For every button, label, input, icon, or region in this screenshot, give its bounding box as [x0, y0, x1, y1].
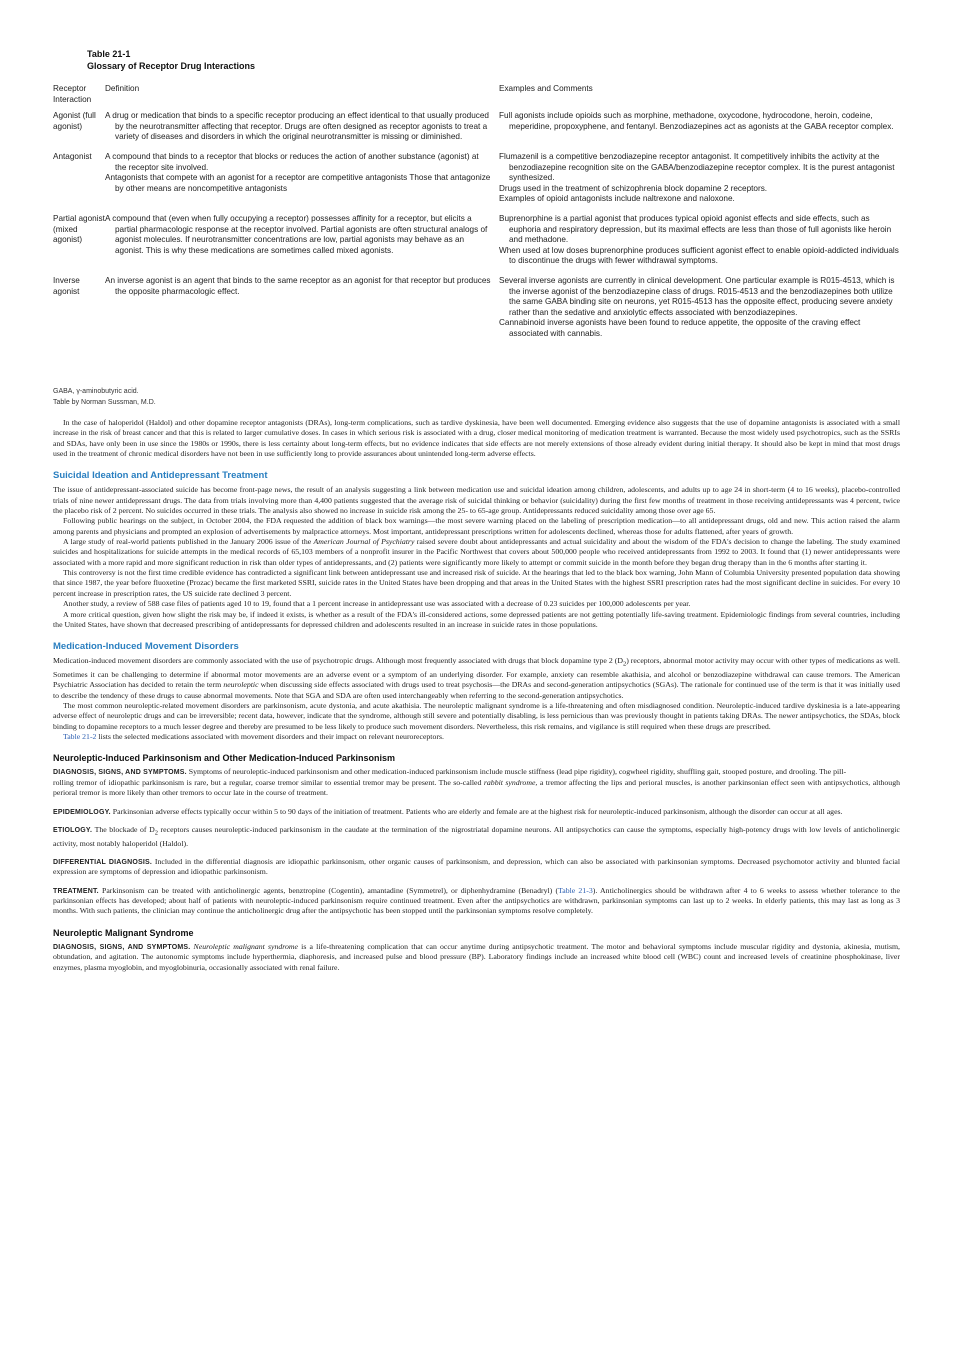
run-in-heading: DIAGNOSIS, SIGNS, AND SYMPTOMS.: [53, 769, 187, 777]
header-examples: Examples and Comments: [499, 84, 593, 93]
row-definition: Antagonists that compete with an agonist for a receptor are competitive antagonists Those that antagonize by other means are noncompetitive antagonists: [105, 173, 491, 193]
table-title: Glossary of Receptor Drug Interactions: [87, 61, 256, 71]
row-term: Agonist (full agonist): [53, 111, 96, 131]
table-footnote-abbrev: GABA, γ-aminobutyric acid.: [53, 388, 139, 395]
section-heading-suicidal: Suicidal Ideation and Antidepressant Treatment: [53, 470, 268, 482]
paragraph: This controversy is not the first time credible evidence has contradicted a significant link between antidepressant use and increased risk of suicide. At the hearings that led to the black box warning, John Mann of Columbia University presented population data showing that since 1987, the year before fluoxetine (Prozac) became the first marketed SSRI, suicide rates in the United States have been dropping and that areas in the United States with the highest SSRI prescription rates had the most significant decline in suicides. For every 10 percent increase in prescription rates, the US suicide rate declined 3 percent.: [53, 568, 900, 598]
table-row: [53, 152, 900, 214]
paragraph: DIAGNOSIS, SIGNS, AND SYMPTOMS. Symptoms of neuroleptic-induced parkinsonism and other medication-induced parkinsonism include muscle stiffness (lead pipe rigidity), cogwheel rigidity, shuffling gait, stooped posture, and drooling. The pill- rolling tremor of idiopathic parkinsonism is rare, but a regular, coarse tremor similar to essential tremor may be present. The so-called rabbit syndrome, a tremor affecting the lips and perioral muscles, is another parkinsonian effect seen with antipsychotics, although perioral tremor is more likely than other tremors to occur late in the course of treatment.: [53, 767, 900, 798]
intro-paragraph: In the case of haloperidol (Haldol) and other dopamine receptor antagonists (DRAs), long-term complications, such as tardive dyskinesia, have been well documented. Emerging evidence also suggests that the use of dopamine antagonists is associated with a small increase in the risk of breast cancer and that this is related to larger cumulative doses. In cases in which serious risk is associated with a drug, closer medical monitoring of medication treatment is warranted. Because the most widely used psychotropics, such as the SSRIs and SDAs, have only been in use since the 1980s or 1990s, there is less certainty about long-term effects, but no evidence indicates that side effects are not merely extensions of those already evident during initial therapy. It should also be kept in mind that most drugs used in the treatment of chronic medical disorders have not been in use sufficiently long to provide assurances about unintended long-term adverse effects.: [53, 418, 900, 459]
body-text: [53, 418, 900, 973]
table-row: [53, 214, 900, 276]
paragraph: Table 21-2 lists the selected medications associated with movement disorders and their impact on relevant neuroreceptors.: [63, 732, 444, 742]
row-definition: An inverse agonist is an agent that binds to the same receptor as an agonist for that receptor but produces the opposite pharmacologic effect.: [105, 275, 491, 296]
section-heading-nms: Neuroleptic Malignant Syndrome: [53, 927, 194, 938]
row-term: Partial agonist (mixed agonist): [53, 213, 105, 245]
row-example: Examples of opioid antagonists include naltrexone and naloxone.: [499, 194, 735, 204]
paragraph: Medication-induced movement disorders are commonly associated with the use of psychotropic drugs. Although most frequently associated with drugs that block dopamine type 2 $(D_2)$ receptors, abnormal motor activity may occur with other types of medications as well. Sometimes it can be challenging to determine if abnormal motor movements are an adverse event or a symptom of an underlying disorder. For example, anxiety can resemble akathisia, and alcohol or benzodiazepine withdrawal can cause tremors. The American Psychiatric Association has decided to retain the term neuroleptic when discussing side effects associated with drugs used to treat psychosis—the DRAs and second-generation antipsychotics (SGAs). The rationale for continued use of the term is that it was initially used to describe the tendency of these drugs to cause abnormal movements. Note that SGA and SDA are often used interchangeably when referring to the second-generation antipsychotics.: [53, 656, 900, 700]
run-in-heading: DIAGNOSIS, SIGNS, AND SYMPTOMS.: [53, 943, 191, 951]
row-definition: A compound that binds to a receptor that blocks or reduces the action of another substance (agonist) at the receptor site involved.: [105, 151, 479, 172]
row-example: When used at low doses buprenorphine produces sufficient agonist effect to enable opioid-addicted individuals to discontinue the drugs with fewer withdrawal symptoms.: [499, 245, 899, 266]
paragraph: ETIOLOGY. The blockade of $D_2$ receptors causes neuroleptic-induced parkinsonism in the caudate at the termination of the nigrostriatal dopamine neurons. All antipsychotics can cause the symptoms, especially high-potency drugs with low levels of anticholinergic activity, most notably haloperidol (Haldol).: [53, 824, 900, 848]
table-21-3-link[interactable]: Table 21-3: [558, 885, 593, 895]
glossary-table: [53, 84, 900, 348]
table-number: Table 21-1: [87, 49, 131, 59]
table-row: [53, 276, 900, 349]
paragraph: The issue of antidepressant-associated suicide has become front-page news, the result of an analysis suggesting a link between medication use and suicidal ideation among children, adolescents, and adults up to age 24 in short-term (4 to 16 weeks), placebo-controlled trials of nine newer antidepressant drugs. The data from trials involving more than 4,400 patients suggested that the average risk of suicidal thinking or behavior (suicidality) during the first few months of treatment in those receiving antidepressants was 4 percent, twice the placebo risk of 2 percent. No suicides occurred in these trials. The analysis also showed no increase in suicide risk among the 25- to 65-age group. Antidepressants reduced suicidality among those over age 65.: [53, 485, 900, 516]
paragraph: The most common neuroleptic-related movement disorders are parkinsonism, acute dystonia, and acute akathisia. The neuroleptic malignant syndrome is a life-threatening and often misdiagnosed condition. Neuroleptic-induced tardive dyskinesia is a late-appearing adverse effect of neuroleptic drugs and can be irreversible; recent data, however, indicate that the syndrome, although still severe and potentially disabling, is less pernicious than was previously thought in patients taking DRAs. The newer antipsychotics, the SDAs, block binding to dopamine receptors to a much lesser degree and thereby are presumed to be less likely to produce such movement disorders. Nevertheless, this risk remains, and vigilance is still required when these drugs are prescribed.: [53, 701, 900, 731]
row-example: Buprenorphine is a partial agonist that produces typical opioid agonist effects and side effects, such as euphoria and respiratory depression, but its maximal effects are less than those of full agonists like heroin and methadone.: [499, 213, 892, 245]
run-in-heading: EPIDEMIOLOGY.: [53, 808, 111, 816]
section-heading-movement: Medication-Induced Movement Disorders: [53, 641, 239, 653]
run-in-heading: ETIOLOGY.: [53, 826, 93, 834]
row-term: Inverse agonist: [53, 275, 80, 296]
row-definition: A drug or medication that binds to a specific receptor producing an effect identical to that usually produced by the neurotransmitter affecting that receptor. Drugs are often designed as receptor agonists to treat a variety of diseases and disorders in which the original neurotransmitter is missing or diminished.: [105, 111, 489, 142]
row-example: Flumazenil is a competitive benzodiazepine receptor antagonist. It competitively inhibits the activity at the benzodiazepine recognition site on the GABA/benzodiazepine receptor complex. It is the purest antagonist synthesized.: [499, 151, 895, 183]
table-header-row: [53, 84, 900, 111]
row-example: Full agonists include opioids such as morphine, methadone, oxycodone, hydrocodone, heroin, codeine, meperidine, propoxyphene, and fentanyl. Benzodiazepines act as agonists at the GABA receptor complex.: [499, 111, 894, 131]
header-receptor-interaction: Receptor Interaction: [53, 84, 92, 104]
journal-title: American Journal of Psychiatry: [313, 537, 415, 547]
paragraph: Another study, a review of 588 case files of patients aged 10 to 19, found that a 1 percent increase in antidepressant use was associated with a decrease of 0.23 suicides per 100,000 adolescents per year.: [63, 599, 691, 609]
row-example: Cannabinoid inverse agonists have been found to reduce appetite, the opposite of the craving effect associated with cannabis.: [499, 318, 861, 338]
table-21-2-link[interactable]: Table 21-2: [63, 732, 97, 742]
table-footnote-credit: Table by Norman Sussman, M.D.: [53, 399, 156, 406]
paragraph: DIFFERENTIAL DIAGNOSIS. Included in the differential diagnosis are idiopathic parkinsonism, other organic causes of parkinsonism, and depression, which can also be associated with parkinsonian symptoms. Decreased psychomotor activity and blunted facial expression are symptoms of depression and idiopathic parkinsonism.: [53, 857, 900, 877]
row-example: Drugs used in the treatment of schizophrenia block dopamine 2 receptors.: [499, 183, 768, 193]
paragraph: A large study of real-world patients published in the January 2006 issue of the American Journal of Psychiatry raised severe doubt about antidepressants and actual suicidality and about the wisdom of the FDA's decision to change the labeling. The study examined suicides and hospitalizations for suicide attempts in the medical records of 65,103 members of a nonprofit insurer in the Pacific Northwest that covers about 500,000 people who received antidepressants from 1992 to 2003. It found that (1) newer antidepressants were associated with a more rapid and more significant reduction in risk than older types of antidepressants, and (2) patients were significantly more likely to attempt or commit suicide in the month before they began drug therapy than in the 6 months after starting it.: [53, 537, 900, 567]
paragraph: DIAGNOSIS, SIGNS, AND SYMPTOMS. Neuroleptic malignant syndrome is a life-threatening complication that can occur anytime during antipsychotic treatment. The motor and behavioral symptoms include muscular rigidity and dystonia, akinesia, mutism, obtundation, and agitation. The autonomic symptoms include hyperthermia, diaphoresis, and increased pulse and blood pressure (BP). Laboratory findings include an increased white blood cell (WBC) count and increased levels of creatinine phosphokinase, liver enzymes, plasma myoglobin, and myoglobinuria, occasionally associated with renal failure.: [53, 941, 900, 972]
paragraph: A more critical question, given how slight the risk may be, if indeed it exists, is whether as a result of the FDA's ill-considered actions, some depressed patients are not getting potentially life-saving treatment. Epidemiologic findings from several countries, including the United States, have shown that decreased prescribing of antidepressants for depressed children and adolescents resulted in an increase in suicide rates in those populations.: [53, 609, 900, 629]
run-in-heading: DIFFERENTIAL DIAGNOSIS.: [53, 859, 153, 867]
row-term: Antagonist: [53, 151, 92, 161]
header-definition: Definition: [105, 84, 140, 93]
paragraph: Following public hearings on the subject, in October 2004, the FDA requested the addition of black box warnings—the most severe warning placed on the labeling of prescription medication—to all antidepressant drugs, old and new. This action raised the alarm among parents and physicians and prompted an explosion of advertisements by malpractice attorneys. Most important, antidepressant prescriptions written for adolescents declined, whereas those for adults flattened, after years of growth.: [53, 516, 900, 536]
run-in-heading: TREATMENT.: [53, 887, 99, 895]
row-example: Several inverse agonists are currently in clinical development. One particular example is R015-4513, which is the inverse agonist of the benzodiazepine class of drugs. R015-4513 and the benzodiazepines both utilize the same GABA binding site on neurons, yet R015-4513 has the opposite effect, producing severe anxiety rather than the sedative and anxiolytic effects associated with benzodiazepines.: [499, 275, 895, 317]
table-row: [53, 111, 900, 152]
paragraph: EPIDEMIOLOGY. Parkinsonian adverse effects typically occur within 5 to 90 days of the initiation of treatment. Patients who are elderly and female are at the highest risk for neuroleptic-induced parkinsonism, although the disorder can occur at all ages.: [53, 806, 843, 816]
row-definition: A compound that (even when fully occupying a receptor) possesses affinity for a receptor, but elicits a partial pharmacologic response at the receptor involved. Partial agonists are often structural analogs of agonist molecules. If neurotransmitter concentrations are low, partial agonists may behave as an agonist. This is why these medications are sometimes called mixed agonists.: [105, 213, 488, 255]
section-heading-parkinsonism: Neuroleptic-Induced Parkinsonism and Other Medication-Induced Parkinsonism: [53, 753, 396, 764]
paragraph: TREATMENT. Parkinsonism can be treated with anticholinergic agents, benztropine (Cogentin), amantadine (Symmetrel), or diphenhydramine (Benadryl) (Table 21-3). Anticholinergics should be withdrawn after 4 to 6 weeks to assess whether tolerance to the parkinsonian effects has developed; about half of patients with neuroleptic-induced parkinsonism require continued treatment. Even after the antipsychotics are withdrawn, parkinsonian symptoms can last up to 2 weeks. In elderly patients, this may last as long as 3 months. With such patients, the clinician may continue the anticholinergic drug after the antipsychotic has been stopped until the parkinsonian symptoms resolve completely.: [53, 885, 900, 916]
